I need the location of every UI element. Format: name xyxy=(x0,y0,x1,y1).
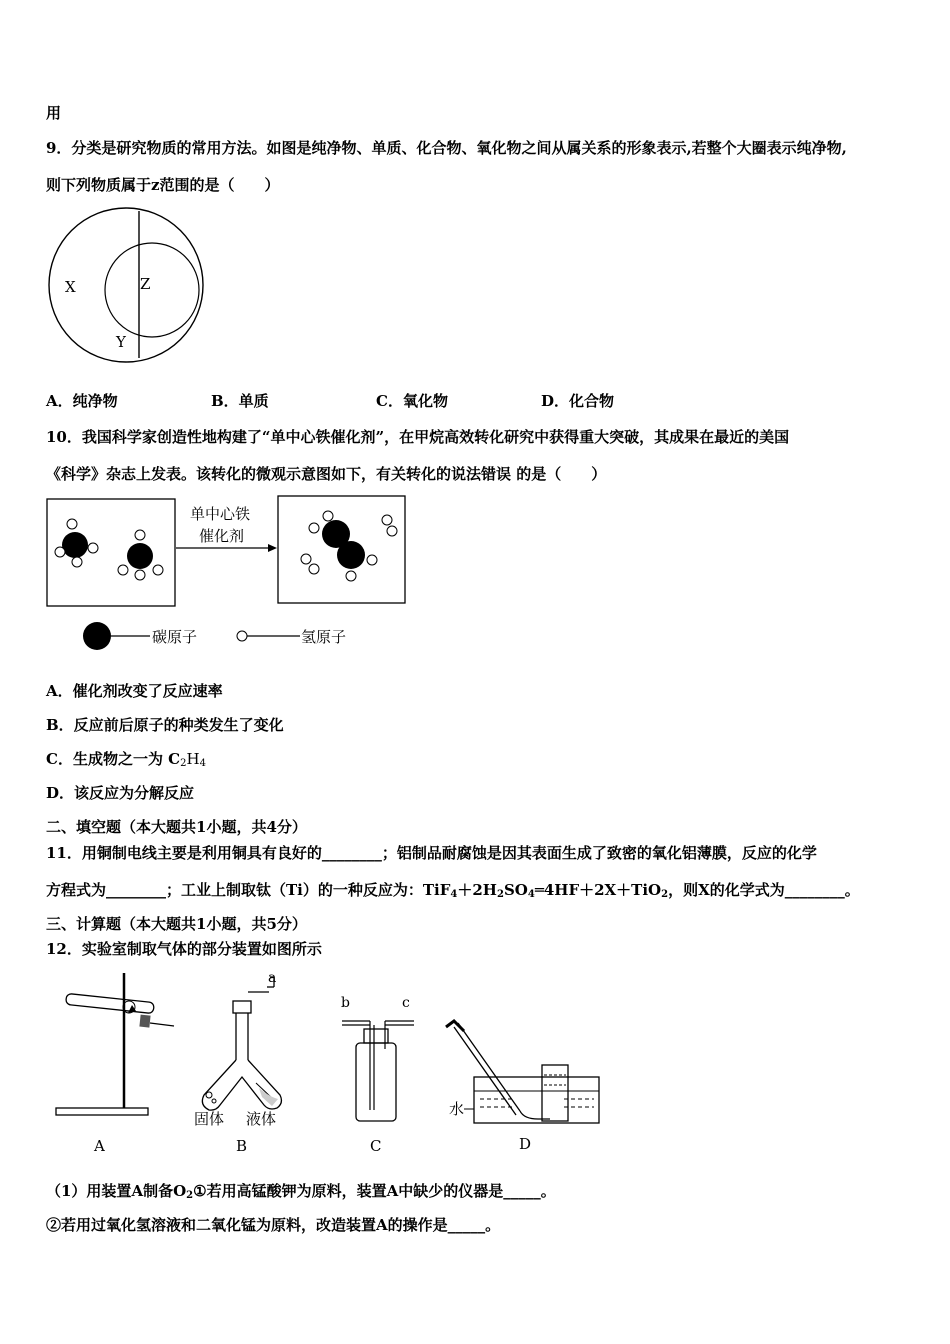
q11-line1: 11．用铜制电线主要是利用铜具有良好的________；铝制品耐腐蚀是因其表面生成了致密的氧化铝薄膜，反应的化学 xyxy=(46,844,817,862)
continued-text: 用 xyxy=(46,104,62,122)
catalyst-label-1: 单中心铁 xyxy=(190,505,251,523)
q12-sub1: （1）用装置A制备$O_2①$若用高锰酸钾为原料，装置A中缺少的仪器是_____。 xyxy=(46,1182,556,1201)
legend-carbon-icon xyxy=(83,622,111,650)
q9-option-d[interactable]: D．化合物 xyxy=(541,392,615,410)
hydrogen-molecule xyxy=(301,554,319,574)
q9-option-a[interactable]: A．纯净物 xyxy=(46,392,118,410)
q10-option-c[interactable]: C．生成物之一为 $C_2H_4$ xyxy=(46,750,206,769)
apparatus-label-c: C xyxy=(370,1137,382,1155)
q10-option-d[interactable]: D．该反应为分解反应 xyxy=(46,784,195,802)
inner-circle xyxy=(105,243,199,337)
hydrogen-molecule xyxy=(382,515,397,536)
q10-option-a[interactable]: A．催化剂改变了反应速率 xyxy=(46,682,223,700)
arrow-head xyxy=(268,544,277,552)
label-a: a xyxy=(268,970,277,986)
section-heading-calculation: 三、计算题（本大题共1小题，共5分） xyxy=(46,915,307,933)
apparatus-c xyxy=(341,995,414,1155)
q9-option-b[interactable]: B．单质 xyxy=(211,392,269,410)
apparatus-a xyxy=(56,973,174,1155)
q12-stem: 12．实验室制取气体的部分装置如图所示 xyxy=(46,940,322,958)
q12-sub2: ②若用过氧化氢溶液和二氧化锰为原料，改造装置A的操作是_____。 xyxy=(46,1216,501,1234)
venn-label-z: Z xyxy=(140,275,151,293)
legend-hydrogen-label: 氢原子 xyxy=(301,628,347,646)
q10-stem-line2: 《科学》杂志上发表。该转化的微观示意图如下，有关转化的说法错误 的是（ ） xyxy=(46,465,607,483)
legend-hydrogen-icon xyxy=(237,631,247,641)
catalyst-label-2: 催化剂 xyxy=(199,527,245,545)
q10-reaction-diagram xyxy=(44,492,414,657)
q9-venn-diagram xyxy=(44,205,209,365)
label-solid: 固体 xyxy=(194,1110,225,1128)
q10-stem-line1: 10．我国科学家创造性地构建了“单中心铁催化剂”，在甲烷高效转化研究中获得重大突破，其成果在最近的美国 xyxy=(46,428,790,446)
apparatus-label-a: A xyxy=(94,1137,105,1155)
q9-options xyxy=(46,390,706,411)
legend-carbon-label: 碳原子 xyxy=(152,628,198,646)
section-heading-fill-in: 二、填空题（本大题共1小题，共4分） xyxy=(46,818,307,836)
q9-stem-line2: 则下列物质属于z范围的是（ ） xyxy=(46,176,280,194)
methane-molecule xyxy=(55,519,98,567)
label-water: 水 xyxy=(449,1100,465,1118)
q11-line2: 方程式为________；工业上制取钛（Ti）的一种反应为：$TiF_4+2H_2SO_4═4HF+2X+TiO_2$，则X的化学式为________。 xyxy=(46,881,860,900)
apparatus-label-b: B xyxy=(236,1137,248,1155)
q9-option-c[interactable]: C．氧化物 xyxy=(376,392,448,410)
label-c: c xyxy=(402,995,410,1011)
apparatus-b xyxy=(194,970,281,1155)
venn-label-x: X xyxy=(65,278,76,296)
apparatus-label-d: D xyxy=(519,1135,532,1153)
apparatus-d xyxy=(446,1021,599,1153)
q12-apparatus-figure xyxy=(44,965,624,1165)
methane-molecule xyxy=(118,530,163,580)
label-b: b xyxy=(341,995,350,1011)
q9-stem-line1: 9．分类是研究物质的常用方法。如图是纯净物、单质、化合物、氧化物之间从属关系的形象表示,若整个大圈表示纯净物, xyxy=(46,139,847,157)
label-liquid: 液体 xyxy=(246,1110,277,1128)
q10-option-b[interactable]: B．反应前后原子的种类发生了变化 xyxy=(46,716,284,734)
venn-label-y: Y xyxy=(116,333,126,351)
